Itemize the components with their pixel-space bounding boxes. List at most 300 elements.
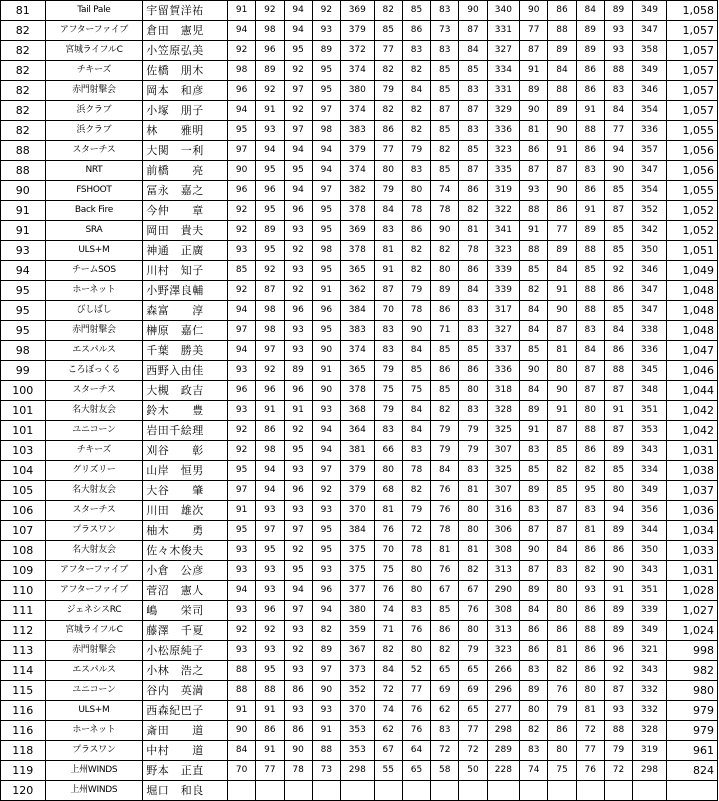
series-score-cell: 95	[312, 521, 340, 541]
table-row	[1, 581, 718, 601]
subtotal-cell: 345	[633, 361, 667, 381]
series-score-cell: 89	[548, 241, 576, 261]
series-score-cell: 78	[431, 521, 459, 541]
series-score-cell: 77	[576, 741, 604, 761]
series-score-cell: 90	[520, 1, 548, 21]
series-score-cell: 89	[604, 621, 632, 641]
series-score-cell: 87	[459, 21, 487, 41]
series-score-cell: 86	[576, 601, 604, 621]
team-cell: グリズリー	[45, 461, 143, 481]
subtotal-cell: 340	[487, 1, 520, 21]
series-score-cell: 82	[459, 561, 487, 581]
series-score-cell: 85	[548, 481, 576, 501]
series-score-cell: 92	[604, 261, 632, 281]
table-row	[1, 61, 718, 81]
series-score-cell: 84	[228, 741, 256, 761]
series-score-cell: 77	[374, 41, 402, 61]
series-score-cell: 93	[312, 401, 340, 421]
series-score-cell: 82	[402, 61, 430, 81]
series-score-cell: 79	[374, 361, 402, 381]
series-score-cell: 80	[374, 461, 402, 481]
series-score-cell: 80	[548, 361, 576, 381]
series-score-cell: 95	[312, 321, 340, 341]
series-score-cell: 69	[431, 681, 459, 701]
series-score-cell: 89	[604, 441, 632, 461]
subtotal-cell: 344	[633, 521, 667, 541]
subtotal-cell: 266	[487, 661, 520, 681]
table-row	[1, 601, 718, 621]
series-score-cell: 97	[228, 481, 256, 501]
series-score-cell: 71	[431, 321, 459, 341]
series-score-cell: 92	[256, 81, 284, 101]
series-score-cell: 94	[604, 501, 632, 521]
series-score-cell: 93	[312, 501, 340, 521]
table-row	[1, 41, 718, 61]
series-score-cell: 95	[284, 561, 312, 581]
subtotal-cell: 332	[633, 681, 667, 701]
series-score-cell: 91	[256, 701, 284, 721]
table-row	[1, 701, 718, 721]
series-score-cell: 91	[284, 401, 312, 421]
series-score-cell: 83	[402, 161, 430, 181]
subtotal-cell: 350	[633, 241, 667, 261]
series-score-cell: 97	[284, 121, 312, 141]
subtotal-cell: 323	[487, 641, 520, 661]
subtotal-cell: 374	[340, 161, 374, 181]
series-score-cell	[604, 781, 632, 801]
subtotal-cell: 277	[487, 701, 520, 721]
series-score-cell: 87	[520, 161, 548, 181]
subtotal-cell: 348	[633, 381, 667, 401]
series-score-cell: 84	[520, 601, 548, 621]
total-score-cell: 1,036	[666, 501, 717, 521]
rank-cell: 82	[1, 121, 46, 141]
subtotal-cell: 368	[340, 401, 374, 421]
series-score-cell: 70	[374, 301, 402, 321]
shooter-name-cell: 菅沼 憲人	[143, 581, 228, 601]
series-score-cell: 85	[520, 261, 548, 281]
shooter-name-cell: 倉田 憲児	[143, 21, 228, 41]
table-row	[1, 501, 718, 521]
series-score-cell: 87	[548, 321, 576, 341]
series-score-cell: 84	[402, 81, 430, 101]
series-score-cell	[431, 781, 459, 801]
series-score-cell: 90	[284, 741, 312, 761]
series-score-cell: 83	[604, 81, 632, 101]
series-score-cell: 76	[402, 701, 430, 721]
series-score-cell: 85	[431, 121, 459, 141]
series-score-cell: 77	[520, 21, 548, 41]
series-score-cell: 94	[284, 21, 312, 41]
series-score-cell: 93	[256, 641, 284, 661]
total-score-cell: 1,027	[666, 601, 717, 621]
series-score-cell: 93	[228, 241, 256, 261]
series-score-cell: 85	[520, 461, 548, 481]
series-score-cell: 86	[548, 1, 576, 21]
series-score-cell: 94	[228, 21, 256, 41]
series-score-cell: 94	[312, 601, 340, 621]
series-score-cell: 87	[520, 561, 548, 581]
series-score-cell: 94	[228, 301, 256, 321]
series-score-cell: 89	[604, 521, 632, 541]
series-score-cell: 86	[402, 21, 430, 41]
total-score-cell: 1,038	[666, 461, 717, 481]
shooter-name-cell: 藤澤 千夏	[143, 621, 228, 641]
series-score-cell: 88	[548, 21, 576, 41]
series-score-cell: 89	[520, 81, 548, 101]
team-cell: 名大射友会	[45, 541, 143, 561]
series-score-cell: 86	[284, 721, 312, 741]
team-cell: びしばし	[45, 301, 143, 321]
series-score-cell: 75	[548, 761, 576, 781]
series-score-cell: 81	[431, 541, 459, 561]
series-score-cell: 94	[604, 141, 632, 161]
series-score-cell: 86	[548, 721, 576, 741]
series-score-cell: 86	[576, 541, 604, 561]
series-score-cell: 82	[576, 461, 604, 481]
series-score-cell: 95	[256, 541, 284, 561]
series-score-cell: 91	[374, 261, 402, 281]
series-score-cell: 96	[284, 381, 312, 401]
series-score-cell: 91	[520, 61, 548, 81]
subtotal-cell: 331	[487, 21, 520, 41]
table-row	[1, 321, 718, 341]
series-score-cell: 88	[576, 301, 604, 321]
series-score-cell: 93	[284, 621, 312, 641]
series-score-cell: 85	[431, 81, 459, 101]
series-score-cell: 84	[548, 261, 576, 281]
series-score-cell: 89	[312, 41, 340, 61]
series-score-cell: 95	[228, 461, 256, 481]
series-score-cell: 88	[604, 721, 632, 741]
total-score-cell: 1,056	[666, 141, 717, 161]
subtotal-cell: 332	[633, 701, 667, 721]
series-score-cell: 92	[228, 621, 256, 641]
total-score-cell: 1,057	[666, 81, 717, 101]
series-score-cell: 79	[374, 401, 402, 421]
series-score-cell: 93	[604, 701, 632, 721]
series-score-cell: 87	[576, 361, 604, 381]
series-score-cell: 97	[312, 181, 340, 201]
series-score-cell: 90	[520, 361, 548, 381]
team-cell: プラスワン	[45, 521, 143, 541]
series-score-cell: 84	[520, 301, 548, 321]
series-score-cell: 86	[576, 81, 604, 101]
series-score-cell: 91	[312, 361, 340, 381]
shooter-name-cell: 大関 一利	[143, 141, 228, 161]
series-score-cell: 95	[256, 241, 284, 261]
series-score-cell: 82	[576, 561, 604, 581]
subtotal-cell: 335	[487, 161, 520, 181]
table-row	[1, 301, 718, 321]
series-score-cell: 90	[312, 681, 340, 701]
series-score-cell: 83	[431, 721, 459, 741]
series-score-cell: 92	[284, 421, 312, 441]
total-score-cell: 824	[666, 761, 717, 781]
shooter-name-cell: 柚木 勇	[143, 521, 228, 541]
team-cell: ユニコーン	[45, 681, 143, 701]
team-cell: Back Fire	[45, 201, 143, 221]
series-score-cell: 89	[312, 641, 340, 661]
series-score-cell: 96	[604, 641, 632, 661]
shooter-name-cell: 小塚 朋子	[143, 101, 228, 121]
team-cell: 浜クラブ	[45, 101, 143, 121]
shooter-name-cell: 前橋 亮	[143, 161, 228, 181]
series-score-cell: 52	[402, 661, 430, 681]
subtotal-cell: 350	[633, 541, 667, 561]
table-row	[1, 541, 718, 561]
subtotal-cell: 337	[487, 341, 520, 361]
series-score-cell: 86	[284, 681, 312, 701]
shooter-name-cell: 嶋 栄司	[143, 601, 228, 621]
shooter-name-cell: 佐橋 朋木	[143, 61, 228, 81]
subtotal-cell: 334	[633, 461, 667, 481]
table-row	[1, 741, 718, 761]
shooter-name-cell: 堀口 和良	[143, 781, 228, 801]
subtotal-cell: 383	[340, 321, 374, 341]
series-score-cell: 80	[459, 521, 487, 541]
series-score-cell: 89	[576, 41, 604, 61]
series-score-cell: 81	[576, 521, 604, 541]
subtotal-cell: 339	[487, 281, 520, 301]
series-score-cell: 90	[604, 161, 632, 181]
rank-cell: 91	[1, 201, 46, 221]
subtotal-cell: 339	[487, 261, 520, 281]
series-score-cell: 92	[228, 441, 256, 461]
series-score-cell: 76	[431, 481, 459, 501]
series-score-cell: 94	[312, 421, 340, 441]
subtotal-cell: 359	[340, 621, 374, 641]
series-score-cell: 72	[431, 741, 459, 761]
series-score-cell: 90	[431, 221, 459, 241]
rank-cell: 109	[1, 561, 46, 581]
series-score-cell: 82	[431, 141, 459, 161]
series-score-cell: 92	[228, 41, 256, 61]
subtotal-cell: 365	[340, 261, 374, 281]
rank-cell: 120	[1, 781, 46, 801]
table-row	[1, 661, 718, 681]
series-score-cell: 88	[604, 61, 632, 81]
series-score-cell: 83	[520, 661, 548, 681]
series-score-cell: 94	[312, 141, 340, 161]
table-row	[1, 101, 718, 121]
subtotal-cell: 353	[340, 741, 374, 761]
table-row	[1, 1, 718, 21]
series-score-cell: 86	[548, 201, 576, 221]
team-cell: スターチス	[45, 501, 143, 521]
series-score-cell: 79	[402, 281, 430, 301]
series-score-cell: 77	[604, 121, 632, 141]
series-score-cell: 98	[228, 61, 256, 81]
series-score-cell: 88	[520, 241, 548, 261]
subtotal-cell: 379	[340, 481, 374, 501]
series-score-cell	[402, 781, 430, 801]
subtotal-cell: 349	[633, 621, 667, 641]
subtotal-cell: 307	[487, 481, 520, 501]
series-score-cell: 87	[604, 381, 632, 401]
series-score-cell: 85	[459, 61, 487, 81]
series-score-cell: 76	[374, 581, 402, 601]
subtotal-cell: 380	[340, 81, 374, 101]
subtotal-cell: 298	[340, 761, 374, 781]
rank-cell: 82	[1, 21, 46, 41]
series-score-cell: 95	[228, 121, 256, 141]
series-score-cell: 86	[431, 301, 459, 321]
series-score-cell: 93	[256, 561, 284, 581]
series-score-cell: 89	[431, 281, 459, 301]
series-score-cell: 80	[548, 581, 576, 601]
table-row	[1, 681, 718, 701]
series-score-cell: 91	[312, 721, 340, 741]
total-score-cell: 1,048	[666, 301, 717, 321]
team-cell: ころぼっくる	[45, 361, 143, 381]
subtotal-cell: 375	[340, 561, 374, 581]
series-score-cell: 95	[256, 661, 284, 681]
series-score-cell: 82	[374, 1, 402, 21]
series-score-cell: 82	[402, 101, 430, 121]
series-score-cell: 90	[520, 541, 548, 561]
shooter-name-cell: 佐々木俊夫	[143, 541, 228, 561]
subtotal-cell: 384	[340, 301, 374, 321]
rank-cell: 107	[1, 521, 46, 541]
team-cell: 赤門射撃会	[45, 81, 143, 101]
total-score-cell: 1,052	[666, 201, 717, 221]
shooter-name-cell: 谷内 英満	[143, 681, 228, 701]
series-score-cell: 93	[256, 121, 284, 141]
team-cell: チームSOS	[45, 261, 143, 281]
series-score-cell: 84	[576, 341, 604, 361]
series-score-cell: 83	[576, 161, 604, 181]
series-score-cell: 92	[284, 101, 312, 121]
series-score-cell: 85	[604, 221, 632, 241]
total-score-cell: 979	[666, 721, 717, 741]
series-score-cell: 80	[402, 181, 430, 201]
rank-cell: 115	[1, 681, 46, 701]
series-score-cell: 90	[459, 1, 487, 21]
team-cell: 名大射友会	[45, 401, 143, 421]
total-score-cell: 982	[666, 661, 717, 681]
series-score-cell: 86	[576, 181, 604, 201]
rank-cell: 114	[1, 661, 46, 681]
series-score-cell: 83	[374, 221, 402, 241]
shooter-name-cell: 小野澤良輔	[143, 281, 228, 301]
series-score-cell: 79	[431, 441, 459, 461]
total-score-cell: 1,055	[666, 181, 717, 201]
series-score-cell: 72	[459, 741, 487, 761]
series-score-cell: 93	[284, 701, 312, 721]
series-score-cell: 80	[604, 481, 632, 501]
subtotal-cell: 318	[487, 381, 520, 401]
team-cell: チキーズ	[45, 441, 143, 461]
series-score-cell: 76	[431, 561, 459, 581]
series-score-cell: 86	[431, 361, 459, 381]
subtotal-cell: 382	[340, 181, 374, 201]
series-score-cell: 82	[374, 101, 402, 121]
rank-cell: 105	[1, 481, 46, 501]
total-score-cell: 1,051	[666, 241, 717, 261]
series-score-cell: 93	[228, 561, 256, 581]
subtotal-cell: 349	[633, 1, 667, 21]
series-score-cell: 97	[284, 521, 312, 541]
series-score-cell: 94	[256, 141, 284, 161]
total-score-cell: 979	[666, 701, 717, 721]
shooter-name-cell: 宇留賀洋祐	[143, 1, 228, 21]
shooter-name-cell: 大谷 肇	[143, 481, 228, 501]
shooter-name-cell: 林 雅明	[143, 121, 228, 141]
series-score-cell: 76	[459, 601, 487, 621]
rank-cell: 95	[1, 281, 46, 301]
team-cell: ユニコーン	[45, 421, 143, 441]
subtotal-cell: 343	[633, 441, 667, 461]
series-score-cell: 81	[459, 481, 487, 501]
series-score-cell: 91	[548, 141, 576, 161]
series-score-cell: 91	[604, 581, 632, 601]
series-score-cell: 82	[402, 481, 430, 501]
series-score-cell: 90	[228, 161, 256, 181]
series-score-cell: 98	[312, 241, 340, 261]
subtotal-cell: 323	[487, 241, 520, 261]
subtotal-cell: 375	[340, 541, 374, 561]
subtotal-cell: 358	[633, 41, 667, 61]
series-score-cell: 87	[604, 421, 632, 441]
shooter-name-cell: 森富 淳	[143, 301, 228, 321]
rank-cell: 93	[1, 241, 46, 261]
series-score-cell: 96	[256, 381, 284, 401]
series-score-cell: 95	[312, 261, 340, 281]
subtotal-cell: 351	[633, 581, 667, 601]
series-score-cell: 87	[459, 161, 487, 181]
series-score-cell: 81	[548, 641, 576, 661]
shooter-name-cell: 今仲 章	[143, 201, 228, 221]
total-score-cell: 1,058	[666, 1, 717, 21]
series-score-cell: 97	[312, 661, 340, 681]
rank-cell: 116	[1, 701, 46, 721]
series-score-cell: 77	[548, 221, 576, 241]
series-score-cell: 76	[402, 621, 430, 641]
series-score-cell: 82	[312, 621, 340, 641]
series-score-cell: 75	[402, 381, 430, 401]
rank-cell: 82	[1, 81, 46, 101]
series-score-cell	[374, 781, 402, 801]
series-score-cell	[520, 781, 548, 801]
table-row	[1, 161, 718, 181]
subtotal-cell: 370	[340, 701, 374, 721]
shooter-name-cell: 刈谷 彰	[143, 441, 228, 461]
series-score-cell: 70	[374, 541, 402, 561]
series-score-cell: 85	[402, 361, 430, 381]
rank-cell: 82	[1, 101, 46, 121]
shooter-name-cell: 山岸 恒男	[143, 461, 228, 481]
series-score-cell: 93	[604, 21, 632, 41]
team-cell: 名大射友会	[45, 481, 143, 501]
subtotal-cell: 378	[340, 201, 374, 221]
series-score-cell: 91	[256, 401, 284, 421]
series-score-cell: 96	[284, 201, 312, 221]
subtotal-cell: 346	[633, 261, 667, 281]
subtotal-cell: 352	[340, 681, 374, 701]
subtotal-cell: 354	[633, 181, 667, 201]
series-score-cell: 80	[459, 501, 487, 521]
total-score-cell: 1,034	[666, 521, 717, 541]
table-row	[1, 641, 718, 661]
series-score-cell	[459, 781, 487, 801]
subtotal-cell: 342	[633, 221, 667, 241]
series-score-cell: 84	[374, 201, 402, 221]
rank-cell: 99	[1, 361, 46, 381]
series-score-cell: 97	[256, 521, 284, 541]
series-score-cell: 98	[256, 301, 284, 321]
series-score-cell: 79	[402, 141, 430, 161]
